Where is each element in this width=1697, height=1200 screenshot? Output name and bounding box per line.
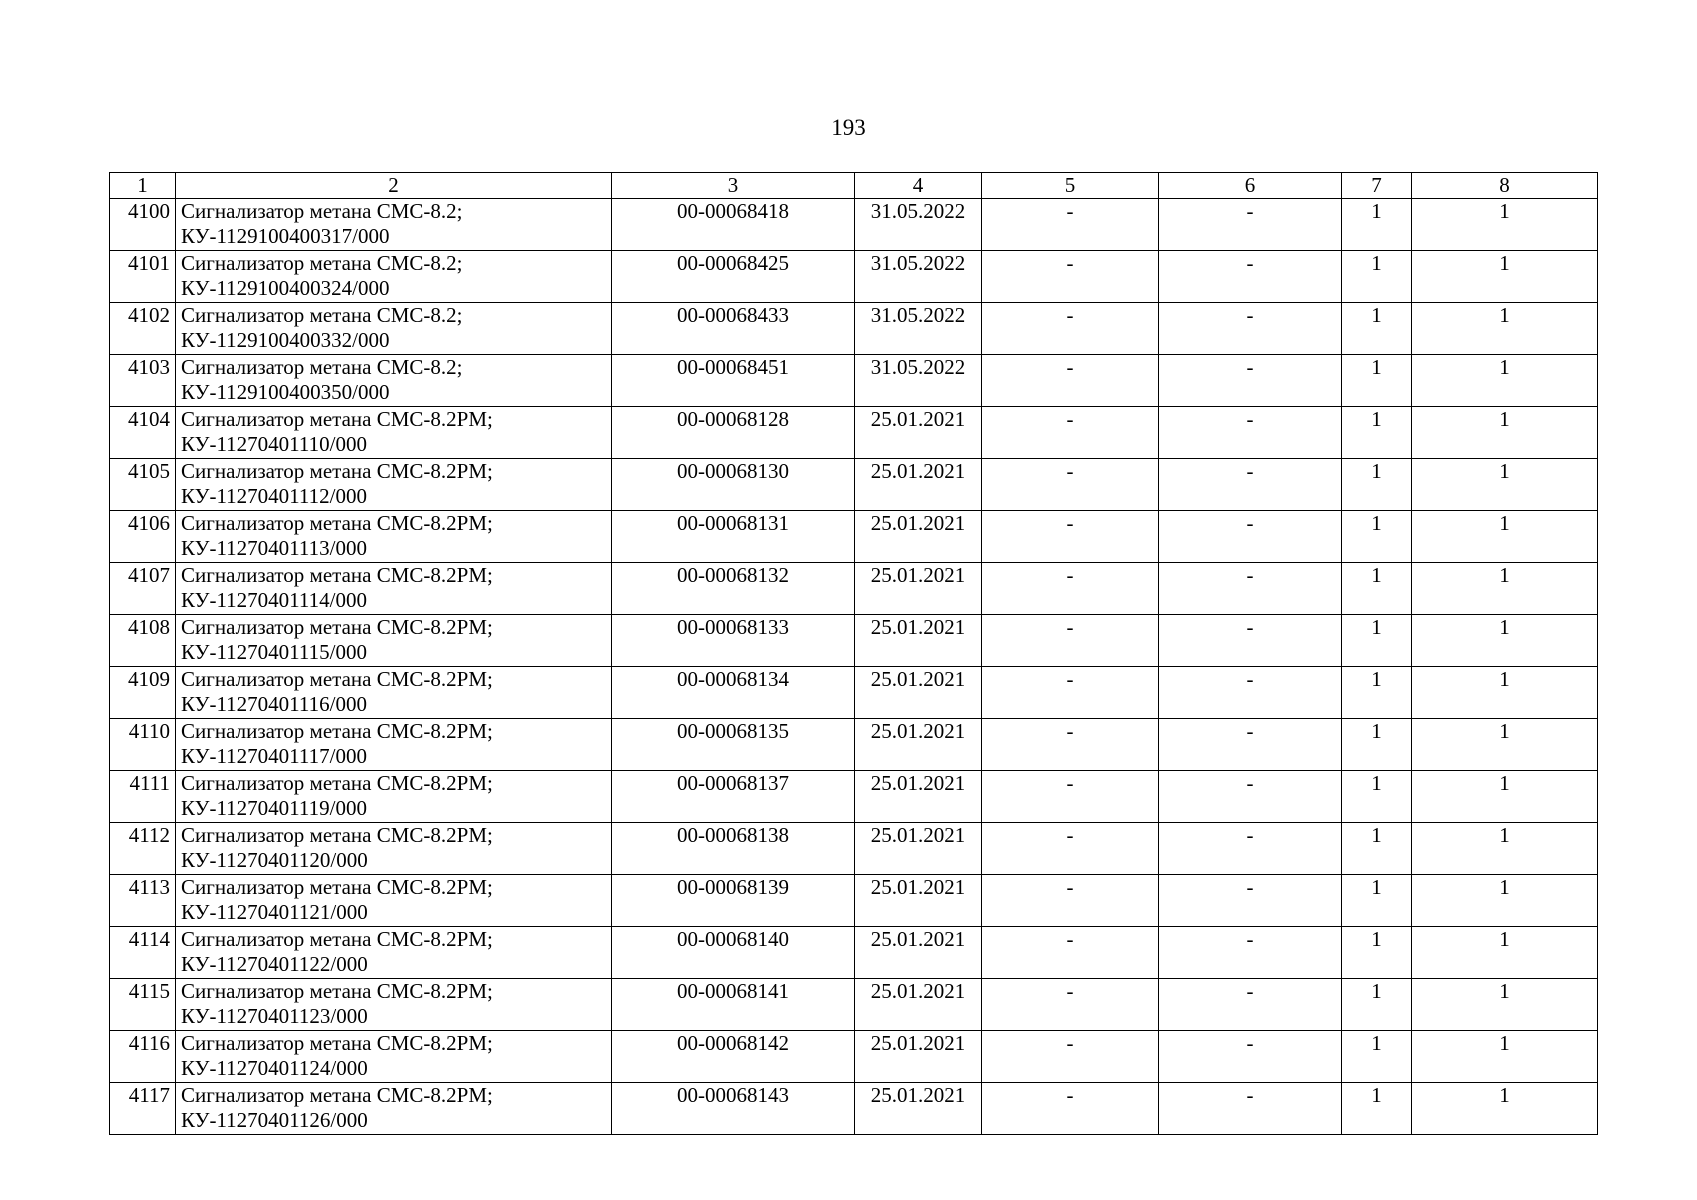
cell-col-8: 1 (1412, 303, 1598, 355)
cell-date: 25.01.2021 (855, 407, 982, 459)
item-name-line: Сигнализатор метана СМС-8.2РМ; (181, 1031, 493, 1055)
header-col-8: 8 (1412, 173, 1598, 199)
cell-item-name (176, 303, 612, 355)
cell-col-5: - (982, 199, 1159, 251)
cell-col-5: - (982, 719, 1159, 771)
cell-col-7: 1 (1342, 615, 1412, 667)
cell-inventory-number: 00-00068134 (612, 667, 855, 719)
cell-date: 25.01.2021 (855, 615, 982, 667)
cell-col-8: 1 (1412, 667, 1598, 719)
cell-col-8: 1 (1412, 927, 1598, 979)
cell-row-number: 4112 (110, 823, 176, 875)
cell-date: 31.05.2022 (855, 303, 982, 355)
cell-inventory-number: 00-00068433 (612, 303, 855, 355)
cell-col-6: - (1159, 667, 1342, 719)
item-code-line: КУ-1129100400317/000 (181, 224, 390, 248)
table-row (110, 563, 1598, 615)
cell-item-name (176, 771, 612, 823)
table-row (110, 979, 1598, 1031)
cell-col-7: 1 (1342, 355, 1412, 407)
cell-item-name (176, 1031, 612, 1083)
item-code-line: КУ-1129100400332/000 (181, 328, 390, 352)
item-name-line: Сигнализатор метана СМС-8.2РМ; (181, 615, 493, 639)
cell-date: 25.01.2021 (855, 1031, 982, 1083)
cell-item-name (176, 199, 612, 251)
cell-col-6: - (1159, 407, 1342, 459)
cell-col-5: - (982, 355, 1159, 407)
cell-col-7: 1 (1342, 1083, 1412, 1135)
cell-item-name (176, 407, 612, 459)
cell-col-5: - (982, 823, 1159, 875)
cell-row-number: 4102 (110, 303, 176, 355)
table-row (110, 927, 1598, 979)
cell-col-5: - (982, 459, 1159, 511)
cell-col-8: 1 (1412, 251, 1598, 303)
cell-inventory-number: 00-00068135 (612, 719, 855, 771)
item-name-line: Сигнализатор метана СМС-8.2; (181, 251, 463, 275)
cell-item-name (176, 667, 612, 719)
table-row (110, 199, 1598, 251)
cell-inventory-number: 00-00068143 (612, 1083, 855, 1135)
table-row (110, 719, 1598, 771)
cell-inventory-number: 00-00068139 (612, 875, 855, 927)
cell-row-number: 4104 (110, 407, 176, 459)
cell-col-7: 1 (1342, 511, 1412, 563)
cell-col-7: 1 (1342, 251, 1412, 303)
item-code-line: КУ-11270401120/000 (181, 848, 368, 872)
cell-date: 25.01.2021 (855, 875, 982, 927)
cell-col-5: - (982, 875, 1159, 927)
cell-row-number: 4106 (110, 511, 176, 563)
cell-item-name (176, 927, 612, 979)
cell-item-name (176, 979, 612, 1031)
cell-inventory-number: 00-00068418 (612, 199, 855, 251)
item-code-line: КУ-11270401123/000 (181, 1004, 368, 1028)
inventory-table (109, 172, 1598, 1135)
cell-date: 31.05.2022 (855, 355, 982, 407)
cell-item-name (176, 615, 612, 667)
cell-inventory-number: 00-00068133 (612, 615, 855, 667)
item-code-line: КУ-11270401116/000 (181, 692, 367, 716)
cell-col-7: 1 (1342, 303, 1412, 355)
cell-row-number: 4117 (110, 1083, 176, 1135)
cell-date: 25.01.2021 (855, 823, 982, 875)
cell-row-number: 4103 (110, 355, 176, 407)
cell-col-7: 1 (1342, 823, 1412, 875)
item-name-line: Сигнализатор метана СМС-8.2; (181, 355, 463, 379)
cell-col-5: - (982, 615, 1159, 667)
table-row (110, 407, 1598, 459)
cell-col-8: 1 (1412, 407, 1598, 459)
item-code-line: КУ-11270401121/000 (181, 900, 368, 924)
cell-col-8: 1 (1412, 875, 1598, 927)
item-code-line: КУ-11270401114/000 (181, 588, 367, 612)
cell-col-6: - (1159, 771, 1342, 823)
cell-item-name (176, 1083, 612, 1135)
cell-row-number: 4107 (110, 563, 176, 615)
item-name-line: Сигнализатор метана СМС-8.2РМ; (181, 875, 493, 899)
cell-col-8: 1 (1412, 615, 1598, 667)
item-code-line: КУ-11270401124/000 (181, 1056, 368, 1080)
item-name-line: Сигнализатор метана СМС-8.2РМ; (181, 979, 493, 1003)
cell-item-name (176, 251, 612, 303)
table-row (110, 355, 1598, 407)
cell-date: 25.01.2021 (855, 979, 982, 1031)
item-name-line: Сигнализатор метана СМС-8.2РМ; (181, 563, 493, 587)
table-row (110, 251, 1598, 303)
cell-col-7: 1 (1342, 927, 1412, 979)
cell-date: 25.01.2021 (855, 1083, 982, 1135)
cell-col-6: - (1159, 251, 1342, 303)
cell-col-7: 1 (1342, 771, 1412, 823)
cell-col-6: - (1159, 459, 1342, 511)
cell-col-5: - (982, 407, 1159, 459)
cell-date: 25.01.2021 (855, 771, 982, 823)
table-row (110, 459, 1598, 511)
item-name-line: Сигнализатор метана СМС-8.2РМ; (181, 511, 493, 535)
table-row (110, 511, 1598, 563)
cell-col-8: 1 (1412, 1083, 1598, 1135)
cell-col-6: - (1159, 303, 1342, 355)
item-name-line: Сигнализатор метана СМС-8.2РМ; (181, 719, 493, 743)
page-number: 193 (831, 115, 866, 140)
cell-row-number: 4109 (110, 667, 176, 719)
cell-row-number: 4114 (110, 927, 176, 979)
cell-col-8: 1 (1412, 771, 1598, 823)
cell-col-7: 1 (1342, 407, 1412, 459)
table-row (110, 667, 1598, 719)
item-code-line: КУ-11270401119/000 (181, 796, 367, 820)
table-body (110, 199, 1598, 1135)
cell-col-7: 1 (1342, 459, 1412, 511)
item-code-line: КУ-11270401115/000 (181, 640, 367, 664)
cell-item-name (176, 823, 612, 875)
table-row (110, 875, 1598, 927)
item-code-line: КУ-1129100400324/000 (181, 276, 390, 300)
cell-date: 25.01.2021 (855, 563, 982, 615)
cell-col-8: 1 (1412, 511, 1598, 563)
header-col-5: 5 (982, 173, 1159, 199)
table-row (110, 771, 1598, 823)
cell-col-8: 1 (1412, 563, 1598, 615)
table-row (110, 1031, 1598, 1083)
cell-inventory-number: 00-00068138 (612, 823, 855, 875)
cell-date: 31.05.2022 (855, 199, 982, 251)
header-col-6: 6 (1159, 173, 1342, 199)
cell-item-name (176, 459, 612, 511)
item-name-line: Сигнализатор метана СМС-8.2РМ; (181, 407, 493, 431)
header-row (110, 173, 1598, 199)
cell-col-8: 1 (1412, 719, 1598, 771)
table-row (110, 615, 1598, 667)
cell-row-number: 4115 (110, 979, 176, 1031)
cell-item-name (176, 511, 612, 563)
header-col-4: 4 (855, 173, 982, 199)
cell-date: 25.01.2021 (855, 927, 982, 979)
cell-inventory-number: 00-00068141 (612, 979, 855, 1031)
item-code-line: КУ-11270401110/000 (181, 432, 367, 456)
header-col-3: 3 (612, 173, 855, 199)
cell-date: 25.01.2021 (855, 511, 982, 563)
cell-col-5: - (982, 511, 1159, 563)
cell-inventory-number: 00-00068142 (612, 1031, 855, 1083)
cell-col-5: - (982, 979, 1159, 1031)
header-col-2: 2 (176, 173, 612, 199)
cell-col-8: 1 (1412, 979, 1598, 1031)
cell-row-number: 4111 (110, 771, 176, 823)
item-name-line: Сигнализатор метана СМС-8.2; (181, 303, 463, 327)
cell-date: 25.01.2021 (855, 667, 982, 719)
cell-col-6: - (1159, 979, 1342, 1031)
cell-row-number: 4100 (110, 199, 176, 251)
cell-col-5: - (982, 927, 1159, 979)
table-row (110, 1083, 1598, 1135)
cell-col-7: 1 (1342, 875, 1412, 927)
cell-col-5: - (982, 1031, 1159, 1083)
header-col-1: 1 (110, 173, 176, 199)
cell-col-5: - (982, 771, 1159, 823)
cell-col-6: - (1159, 563, 1342, 615)
cell-col-5: - (982, 251, 1159, 303)
cell-date: 31.05.2022 (855, 251, 982, 303)
cell-col-6: - (1159, 719, 1342, 771)
cell-item-name (176, 719, 612, 771)
cell-col-6: - (1159, 615, 1342, 667)
cell-col-7: 1 (1342, 719, 1412, 771)
table-row (110, 823, 1598, 875)
cell-item-name (176, 355, 612, 407)
cell-col-8: 1 (1412, 199, 1598, 251)
item-code-line: КУ-11270401126/000 (181, 1108, 368, 1132)
item-code-line: КУ-11270401122/000 (181, 952, 368, 976)
cell-col-5: - (982, 303, 1159, 355)
item-code-line: КУ-11270401113/000 (181, 536, 367, 560)
cell-col-7: 1 (1342, 199, 1412, 251)
cell-col-8: 1 (1412, 459, 1598, 511)
cell-col-7: 1 (1342, 667, 1412, 719)
item-name-line: Сигнализатор метана СМС-8.2РМ; (181, 771, 493, 795)
cell-col-6: - (1159, 1031, 1342, 1083)
cell-inventory-number: 00-00068140 (612, 927, 855, 979)
cell-col-8: 1 (1412, 1031, 1598, 1083)
item-name-line: Сигнализатор метана СМС-8.2РМ; (181, 667, 493, 691)
cell-col-8: 1 (1412, 823, 1598, 875)
cell-date: 25.01.2021 (855, 459, 982, 511)
header-col-7: 7 (1342, 173, 1412, 199)
item-code-line: КУ-11270401117/000 (181, 744, 367, 768)
cell-date: 25.01.2021 (855, 719, 982, 771)
cell-item-name (176, 563, 612, 615)
cell-col-6: - (1159, 355, 1342, 407)
cell-col-6: - (1159, 927, 1342, 979)
cell-inventory-number: 00-00068132 (612, 563, 855, 615)
cell-item-name (176, 875, 612, 927)
cell-col-6: - (1159, 511, 1342, 563)
cell-col-5: - (982, 667, 1159, 719)
cell-inventory-number: 00-00068425 (612, 251, 855, 303)
cell-col-5: - (982, 563, 1159, 615)
cell-inventory-number: 00-00068451 (612, 355, 855, 407)
cell-col-7: 1 (1342, 563, 1412, 615)
cell-col-6: - (1159, 199, 1342, 251)
item-name-line: Сигнализатор метана СМС-8.2РМ; (181, 927, 493, 951)
cell-row-number: 4101 (110, 251, 176, 303)
cell-row-number: 4110 (110, 719, 176, 771)
item-name-line: Сигнализатор метана СМС-8.2РМ; (181, 1083, 493, 1107)
cell-col-8: 1 (1412, 355, 1598, 407)
item-code-line: КУ-11270401112/000 (181, 484, 367, 508)
cell-col-6: - (1159, 823, 1342, 875)
cell-row-number: 4108 (110, 615, 176, 667)
cell-col-7: 1 (1342, 979, 1412, 1031)
cell-inventory-number: 00-00068128 (612, 407, 855, 459)
item-name-line: Сигнализатор метана СМС-8.2РМ; (181, 823, 493, 847)
cell-inventory-number: 00-00068130 (612, 459, 855, 511)
cell-row-number: 4113 (110, 875, 176, 927)
cell-col-6: - (1159, 1083, 1342, 1135)
cell-col-7: 1 (1342, 1031, 1412, 1083)
table-row (110, 303, 1598, 355)
item-name-line: Сигнализатор метана СМС-8.2; (181, 199, 463, 223)
item-name-line: Сигнализатор метана СМС-8.2РМ; (181, 459, 493, 483)
cell-col-6: - (1159, 875, 1342, 927)
item-code-line: КУ-1129100400350/000 (181, 380, 390, 404)
cell-row-number: 4116 (110, 1031, 176, 1083)
cell-inventory-number: 00-00068131 (612, 511, 855, 563)
cell-row-number: 4105 (110, 459, 176, 511)
cell-col-5: - (982, 1083, 1159, 1135)
cell-inventory-number: 00-00068137 (612, 771, 855, 823)
